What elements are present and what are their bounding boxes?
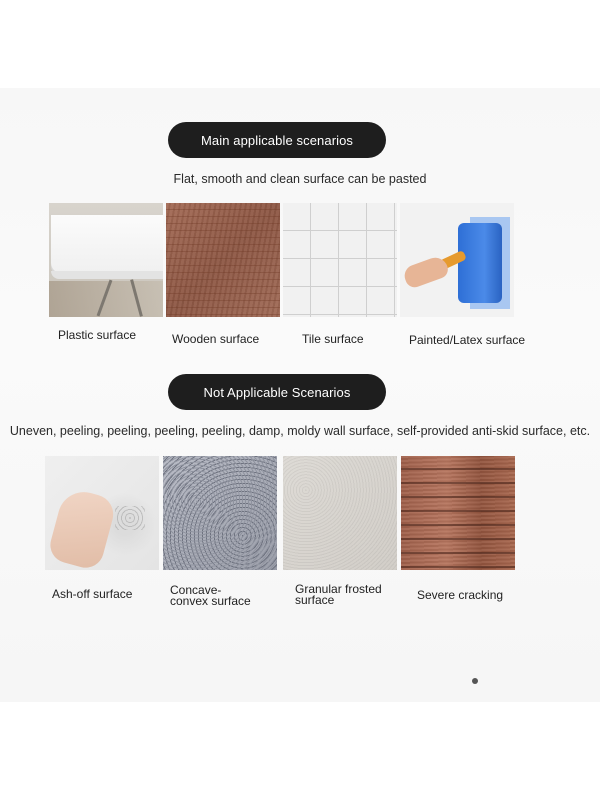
painted-surface-caption: Painted/Latex surface	[409, 333, 526, 347]
ash-off-surface-image	[45, 456, 159, 570]
concave-convex-caption-line1: Concave-	[170, 583, 222, 597]
painted-surface-image	[400, 203, 514, 317]
plastic-surface-caption: Plastic surface	[58, 328, 137, 342]
tile-surface-image	[283, 203, 397, 317]
severe-cracking-image	[401, 456, 515, 570]
wooden-surface-caption: Wooden surface	[172, 332, 260, 346]
concave-convex-caption-line2: convex surface	[170, 594, 251, 608]
granular-frosted-caption-line1: Granular frosted	[295, 582, 382, 596]
severe-cracking-caption: Severe cracking	[417, 588, 504, 602]
granular-frosted-caption	[295, 584, 382, 606]
granular-frosted-caption-line2: surface	[295, 593, 335, 607]
applicable-section-title: Main applicable scenarios	[168, 122, 386, 158]
concave-convex-surface-image	[163, 456, 277, 570]
ash-off-caption: Ash-off surface	[52, 587, 133, 601]
plastic-surface-image	[49, 203, 163, 317]
tile-surface-caption: Tile surface	[302, 332, 364, 346]
granular-frosted-surface-image	[283, 456, 397, 570]
not-applicable-section-title: Not Applicable Scenarios	[168, 374, 386, 410]
wooden-surface-image	[166, 203, 280, 317]
decorative-dot	[472, 678, 478, 684]
not-applicable-subtitle: Uneven, peeling, peeling, peeling, peeling, damp, moldy wall surface, self-provided anti-skid surface, etc.	[9, 424, 591, 438]
applicable-subtitle: Flat, smooth and clean surface can be pasted	[173, 172, 427, 186]
concave-convex-caption	[170, 585, 251, 607]
